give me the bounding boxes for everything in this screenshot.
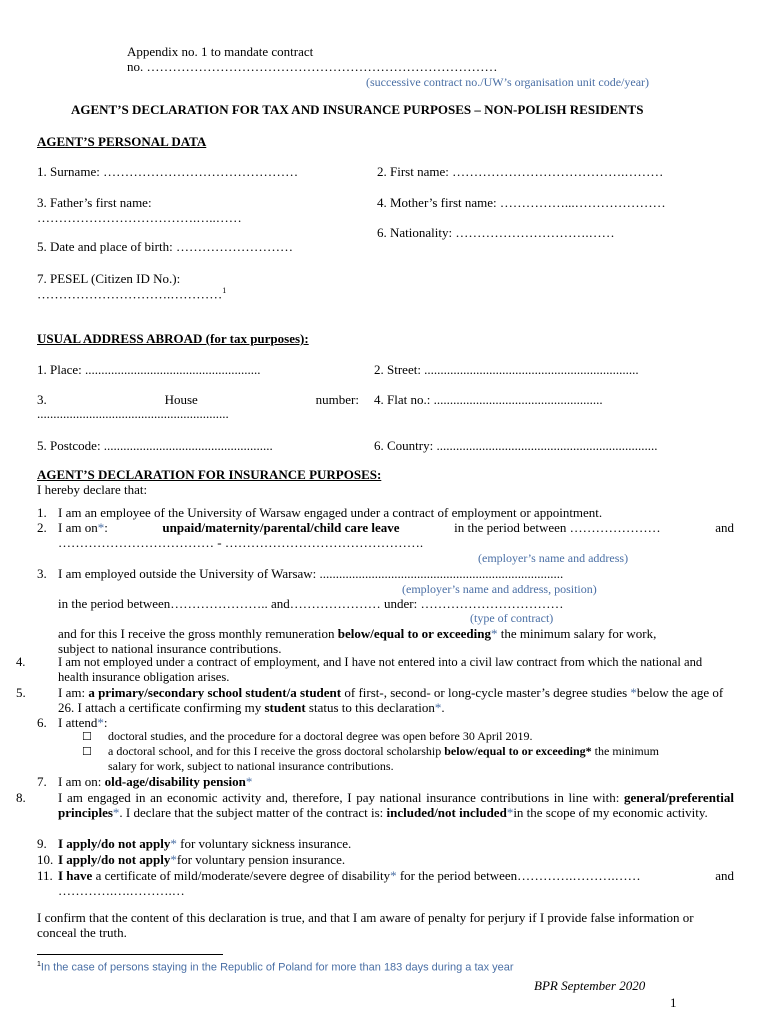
asterisk-mark: *	[97, 715, 104, 730]
item-text: I have	[58, 868, 93, 883]
declaration-item-8	[16, 790, 734, 820]
footer-version: BPR September 2020	[534, 978, 646, 993]
asterisk-mark: *	[506, 805, 514, 820]
pension-options: old-age/disability pension	[104, 774, 246, 789]
declaration-item-11	[37, 868, 734, 883]
remuneration-text	[37, 626, 734, 641]
item-text: I am not employed under a contract of employment, and I have not entered into a civil law contract from which the national and health insurance obligation arises.	[58, 655, 703, 684]
footnote-text: In the case of persons staying in the Republic of Poland for more than 183 days during a tax year	[40, 961, 514, 974]
item-number: 11.	[37, 868, 53, 883]
item-number: 5.	[16, 685, 26, 700]
contract-number-hint: (successive contract no./UW’s organisation unit code/year)	[366, 75, 650, 89]
place-field[interactable]: 1. Place: ......................................................	[37, 362, 261, 377]
item-number: 2.	[37, 520, 47, 535]
insurance-heading: AGENT’S DECLARATION FOR INSURANCE PURPOSES:	[37, 467, 382, 482]
asterisk-mark: *	[585, 744, 592, 758]
declaration-item-7	[37, 774, 734, 789]
country-field[interactable]: 6. Country: ....................................................................	[374, 438, 658, 453]
employer-field[interactable]: I am employed outside the University of Warsaw: ...........................................................................	[58, 566, 564, 581]
item-text: a certificate of mild/moderate/severe degree of disability	[92, 868, 391, 883]
mother-name-field[interactable]: 4. Mother’s first name: ……………...…………………	[377, 195, 666, 210]
pesel-label: 7. PESEL (Citizen ID No.):	[37, 271, 181, 286]
declaration-item-5: 5. I am: a primary/secondary school student/a student of first-, second- or long-cycle master’s degree studies *below the age of 26. I attach a certificate confirming my student status to this declaration*.	[16, 685, 724, 715]
asterisk-mark: *	[491, 626, 498, 641]
contract-number-field[interactable]: no. ………………………………………………………………………	[127, 59, 498, 74]
personal-data-heading: AGENT’S PERSONAL DATA	[37, 134, 207, 149]
postcode-field[interactable]: 5. Postcode: ....................................................	[37, 438, 273, 453]
leave-options: unpaid/maternity/parental/child care leave	[162, 520, 400, 535]
item-text: the minimum salary for work,	[497, 626, 657, 641]
pension-insurance-options: I apply/do not apply	[58, 852, 171, 867]
item-text: I attend	[58, 715, 98, 730]
remuneration-options: below/equal to or exceeding	[337, 626, 492, 641]
item-number: 3.	[37, 566, 47, 581]
asterisk-mark: *	[390, 868, 397, 883]
pesel-dots[interactable]: ………………………….…………	[37, 286, 223, 302]
house-label-word: House	[164, 392, 198, 407]
declaration-item-6: 6. I attend*:	[37, 715, 108, 730]
item-text: I am engaged in an economic activity and, therefore, I pay national insurance contributions in line with:	[58, 790, 624, 805]
asterisk-mark: *	[112, 805, 120, 820]
option-text: doctoral studies, and the procedure for a doctoral degree was open before 30 April 2019.	[108, 729, 533, 743]
first-name-field[interactable]: 2. First name: ………………………………….………	[377, 164, 664, 179]
doctoral-studies-option[interactable]	[82, 729, 533, 744]
document-title: AGENT’S DECLARATION FOR TAX AND INSURANCE PURPOSES – NON-POLISH RESIDENTS	[71, 102, 644, 117]
declaration-item-10	[37, 852, 734, 867]
appendix-line: Appendix no. 1 to mandate contract	[127, 44, 314, 59]
item-text: for voluntary pension insurance.	[176, 852, 346, 867]
asterisk-mark: *	[630, 685, 637, 700]
item-text: of first-, second- or long-cycle master’s degree studies	[341, 685, 631, 700]
asterisk-mark: *	[170, 836, 177, 851]
item-text: and for this I receive the gross monthly remuneration	[58, 626, 338, 641]
father-name-label: 3. Father’s first name:	[37, 195, 152, 210]
contract-type-hint: (type of contract)	[470, 611, 554, 625]
item-text: and	[715, 520, 734, 535]
flat-field[interactable]: 4. Flat no.: ....................................................	[374, 392, 603, 407]
house-number-field[interactable]: ...........................................................	[37, 406, 229, 421]
surname-field[interactable]: 1. Surname: ………………………………………	[37, 164, 299, 179]
asterisk-mark: *	[245, 774, 253, 789]
doctoral-school-option[interactable]	[82, 744, 659, 759]
asterisk-mark: *	[170, 852, 177, 867]
scholarship-options: below/equal to or exceeding	[444, 744, 586, 758]
asterisk-mark: *	[97, 520, 105, 535]
principles-options: general/preferential principles	[58, 790, 734, 820]
declaration-item-4	[16, 655, 734, 685]
leave-period-end[interactable]: ……………………………… - ……………………………………….	[58, 535, 424, 550]
page-number: 1	[670, 995, 677, 1010]
birth-field[interactable]: 5. Date and place of birth: ………………………	[37, 239, 293, 254]
option-text: the minimum	[591, 744, 660, 758]
item-number: 7.	[37, 774, 47, 789]
option-text: a doctoral school, and for this I receive the gross doctoral scholarship	[108, 744, 445, 758]
item-number: 10.	[37, 852, 54, 867]
item-text: I am on:	[58, 774, 105, 789]
declaration-item-1	[37, 505, 734, 520]
student-options: a primary/secondary school student/a student	[88, 685, 342, 700]
item-text: in the scope of my economic activity.	[513, 805, 708, 820]
declaration-item-9	[37, 836, 734, 851]
item-text: student	[264, 700, 306, 715]
father-name-field[interactable]: ……………………………….…..……	[37, 210, 242, 225]
employer-hint: (employer’s name and address)	[478, 551, 629, 565]
item-text: and	[715, 868, 734, 883]
declaration-item-2: 2. I am on*: unpaid/maternity/parental/child care leave in the period between ………………… and	[37, 520, 734, 535]
item-number: 4.	[16, 655, 26, 669]
footnote-divider	[37, 954, 223, 955]
employer-position-hint: (employer’s name and address, position)	[402, 582, 597, 596]
asterisk-mark: *	[434, 700, 442, 715]
leave-period-start[interactable]: in the period between …………………	[454, 520, 661, 535]
item-number: 9.	[37, 836, 47, 851]
declaration-item-3	[37, 566, 734, 581]
street-field[interactable]: 2. Street: ..................................................................	[374, 362, 639, 377]
nationality-field[interactable]: 6. Nationality: ………………………….……	[377, 225, 615, 240]
item-text: I am:	[58, 685, 89, 700]
insurance-intro: I hereby declare that:	[37, 482, 148, 497]
footnote-ref: 1	[222, 286, 227, 295]
item-number: 8.	[16, 790, 26, 805]
disability-period-start[interactable]: for the period between………….……….……	[396, 868, 641, 883]
doctoral-school-option-cont: salary for work, subject to national insurance contributions.	[108, 759, 394, 773]
employment-period-field[interactable]: in the period between………………….. and………………… under: ……………………………	[58, 596, 564, 611]
item-text: status to this declaration	[305, 700, 435, 715]
remuneration-text-cont: subject to national insurance contributions.	[58, 641, 282, 656]
pesel-field[interactable]	[37, 286, 226, 302]
house-label-number: number:	[315, 392, 359, 407]
confirmation-text: I confirm that the content of this declaration is true, and that I am aware of penalty for perjury if I provide false information or conceal the truth.	[37, 910, 694, 940]
house-label-num: 3.	[37, 392, 47, 407]
item-text: . I declare that the subject matter of the contract is:	[119, 805, 387, 820]
disability-period-end[interactable]: ………….….……….…	[58, 883, 185, 898]
footnote	[37, 961, 514, 974]
inclusion-options: included/not included	[386, 805, 507, 820]
address-heading: USUAL ADDRESS ABROAD (for tax purposes):	[37, 331, 309, 346]
item-number: 1.	[37, 505, 47, 520]
sickness-options: I apply/do not apply	[58, 836, 171, 851]
item-text: for voluntary sickness insurance.	[176, 836, 352, 851]
footnote-number: 1	[37, 961, 41, 968]
item-number: 6.	[37, 715, 47, 730]
checkbox-icon[interactable]: ☐	[82, 745, 92, 758]
checkbox-icon[interactable]: ☐	[82, 730, 92, 743]
item-text: I am on	[58, 520, 98, 535]
item-text: I am an employee of the University of Warsaw engaged under a contract of employment or appointment.	[58, 505, 603, 520]
item-text: below the age of 26. I attach a certificate confirming my	[58, 685, 724, 715]
